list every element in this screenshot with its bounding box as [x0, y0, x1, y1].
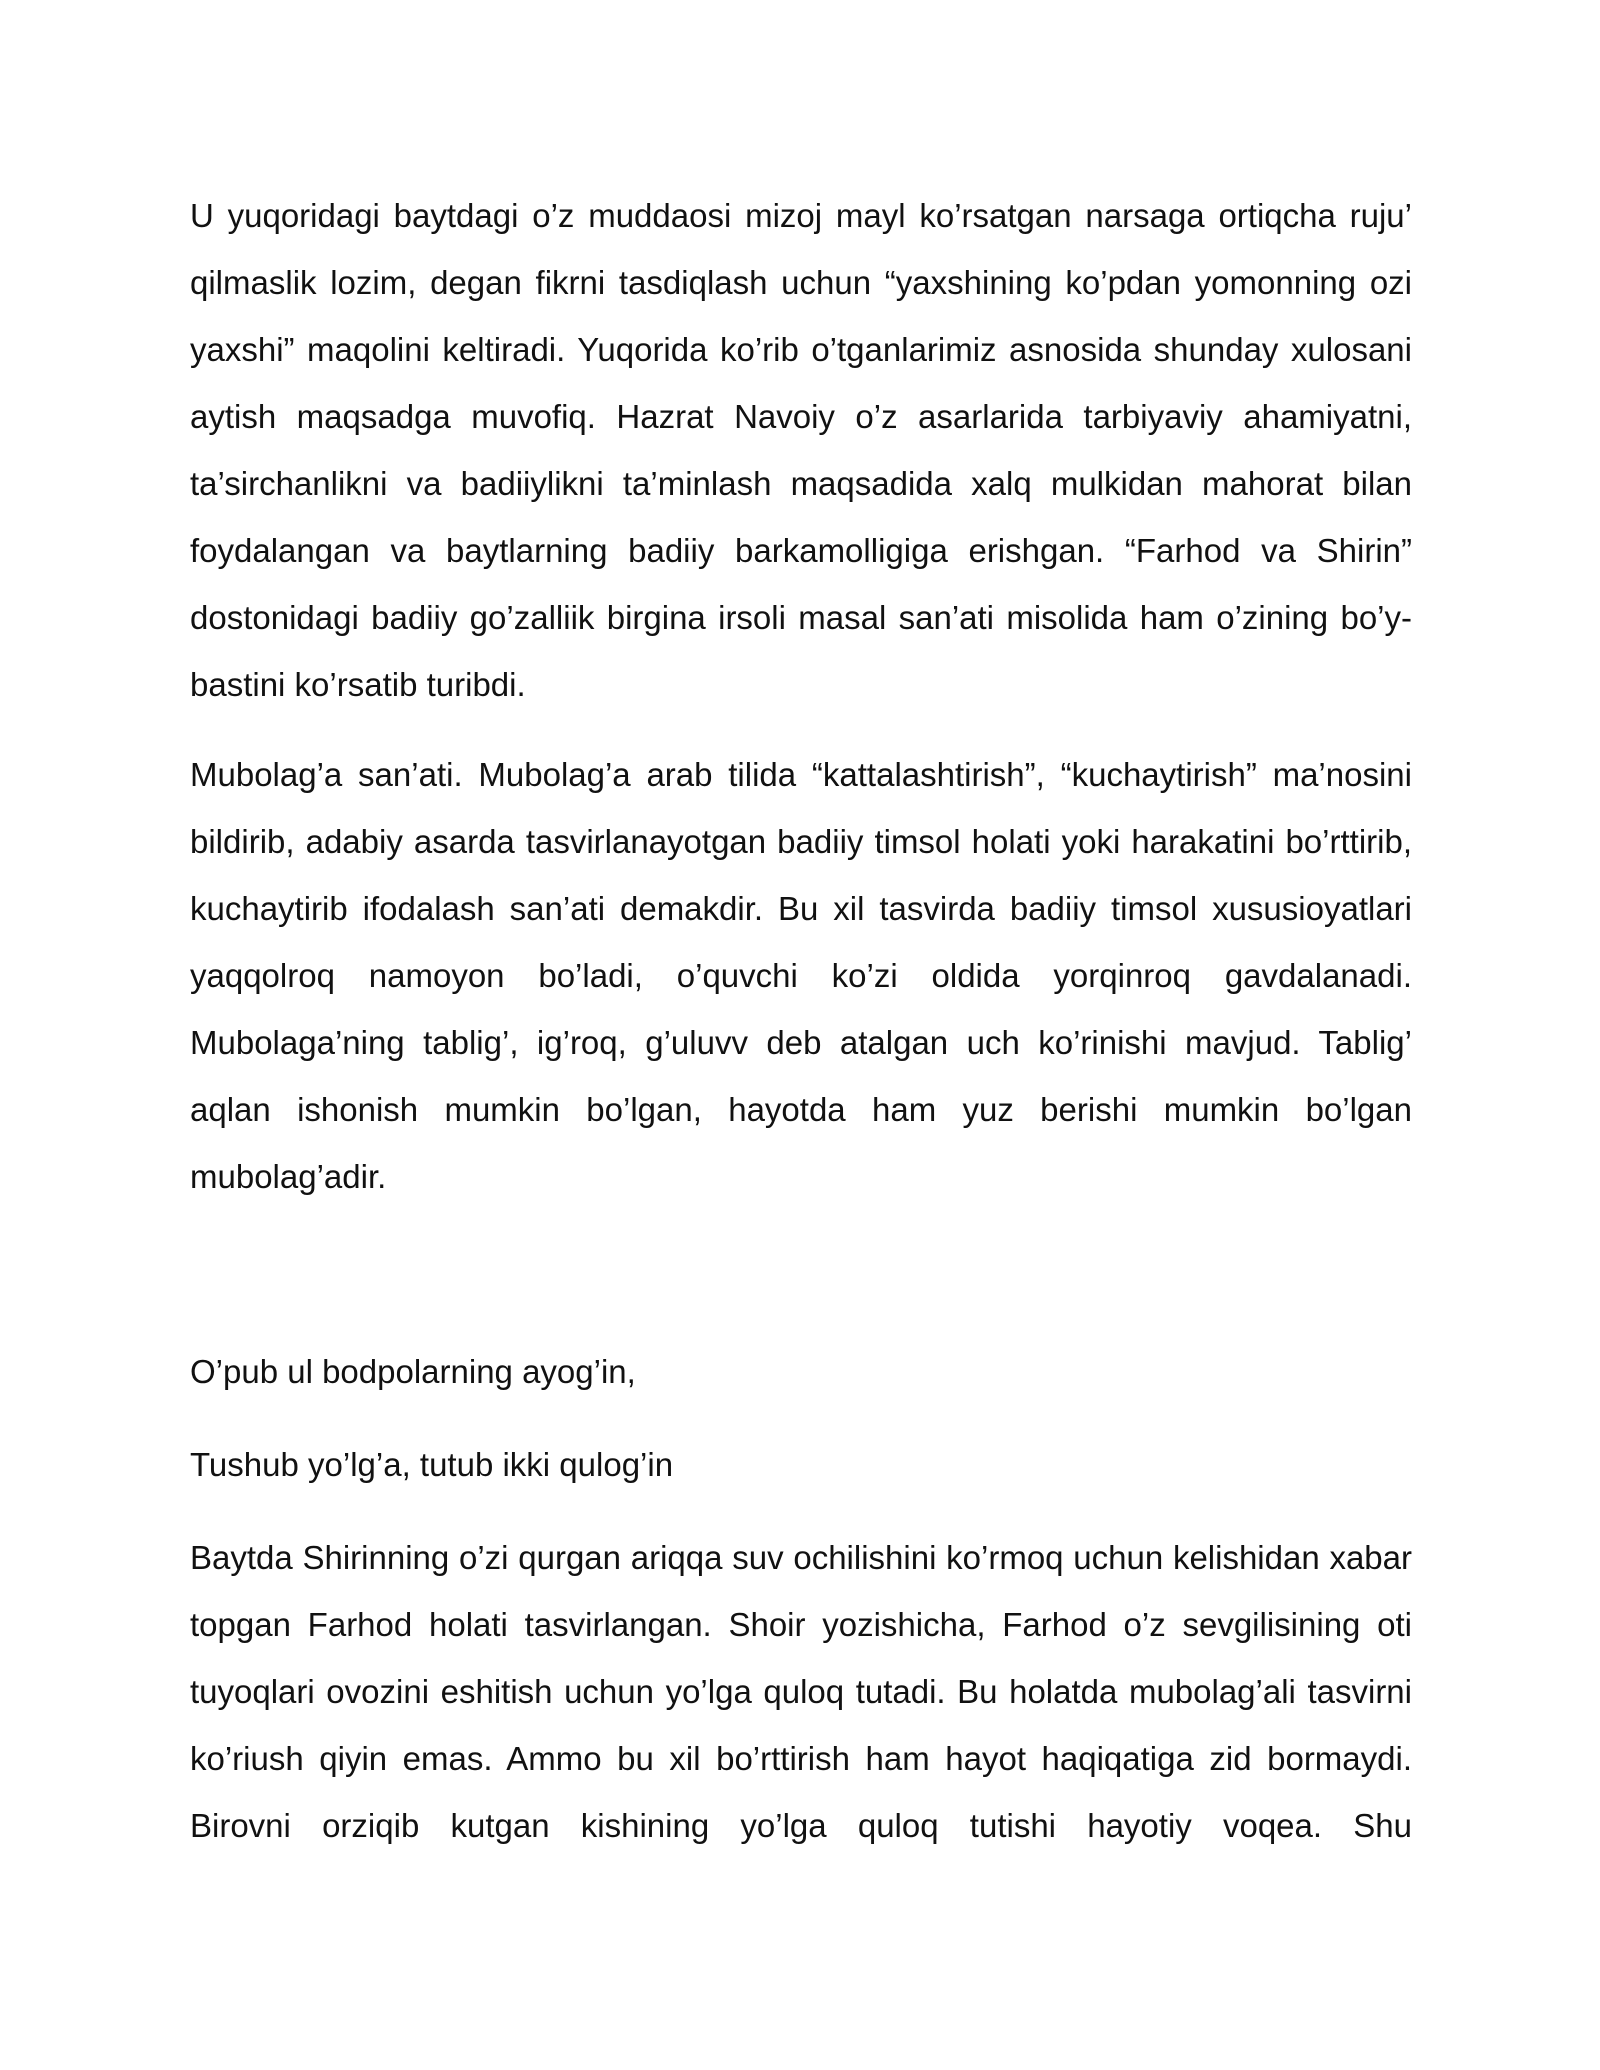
- verse-line-2: Tushub yo’lg’a, tutub ikki qulog’in: [190, 1446, 674, 1483]
- paragraph-bayt-commentary: Baytda Shirinning o’zi qurgan ariqqa suv ochilishini ko’rmoq uchun kelishidan xabar topgan Farhod holati tasvirlangan. Shoir yozishicha, Farhod o’z sevgilisining oti tuyoqlari ovozini eshitish uchun yo’lga quloq tutadi. Bu holatda mubolag’ali tasvirni ko’riush qiyin emas. Ammo bu xil bo’rttirish ham hayot haqiqatiga zid bormaydi. Birovni orziqib kutgan kishining yo’lga quloq tutishi hayotiy voqea. Shu: [190, 1539, 1412, 1844]
- verse-line-1: O’pub ul bodpolarning ayog’in,: [190, 1353, 636, 1390]
- paragraph-irsoli-masal-conclusion: U yuqoridagi baytdagi o’z muddaosi mizoj mayl ko’rsatgan narsaga ortiqcha ruju’ qilmaslik lozim, degan fikrni tasdiqlash uchun “yaxshining ko’pdan yomonning ozi yaxshi” maqolini keltiradi. Yuqorida ko’rib o’tganlarimiz asnosida shunday xulosani aytish maqsadga muvofiq. Hazrat Navoiy o’z asarlarida tarbiyaviy ahamiyatni, ta’sirchanlikni va badiiylikni ta’minlash maqsadida xalq mulkidan mahorat bilan foydalangan va baytlarning badiiy barkamolligiga erishgan. “Farhod va Shirin” dostonidagi badiiy go’zalliik birgina irsoli masal san’ati misolida ham o’zining bo’y-bastini ko’rsatib turibdi.: [190, 197, 1412, 703]
- spacer: [190, 1233, 1412, 1338]
- paragraph-mubolaga-definition: Mubolag’a san’ati. Mubolag’a arab tilida “kattalashtirish”, “kuchaytirish” ma’nosini bildirib, adabiy asarda tasvirlanayotgan badiiy timsol holati yoki harakatini bo’rttirib, kuchaytirib ifodalash san’ati demakdir. Bu xil tasvirda badiiy timsol xususioyatlari yaqqolroq namoyon bo’ladi, o’quvchi ko’zi oldida yorqinroq gavdalanadi. Mubolaga’ning tablig’, ig’roq, g’uluvv deb atalgan uch ko’rinishi mavjud. Tablig’ aqlan ishonish mumkin bo’lgan, hayotda ham yuz berishi mumkin bo’lgan mubolag’adir.: [190, 756, 1412, 1195]
